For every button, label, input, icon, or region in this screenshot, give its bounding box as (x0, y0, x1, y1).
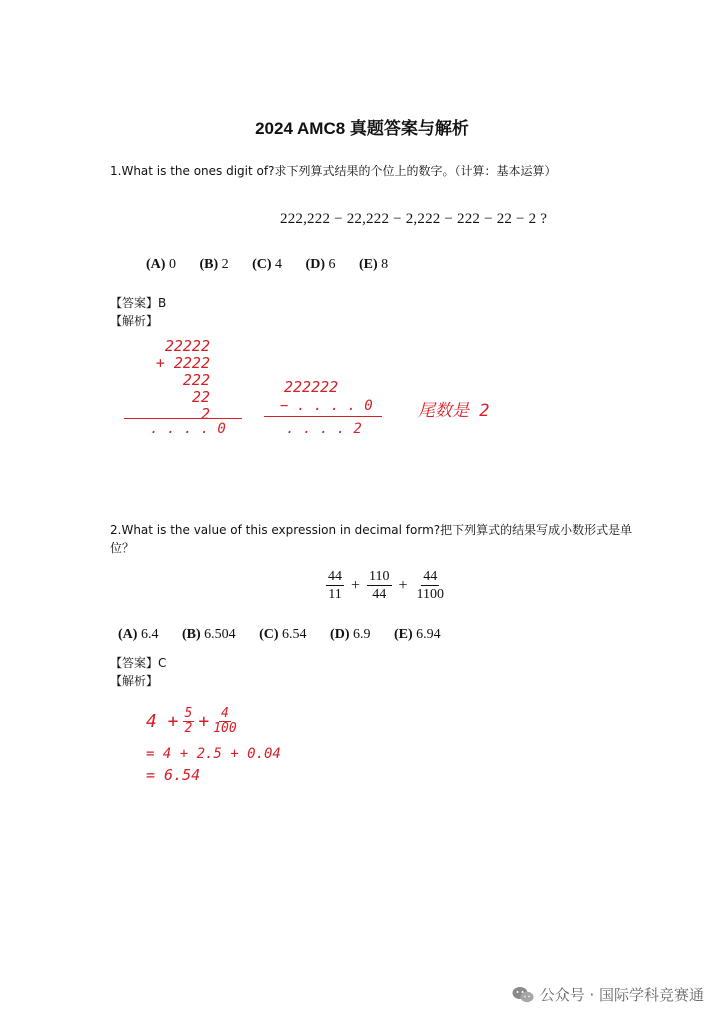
add-row: + 2222 (155, 354, 210, 372)
plus-sign: + (398, 576, 408, 594)
question-1-expression: 222,222 − 22,222 − 2,222 − 222 − 22 − 2 ? (280, 211, 548, 227)
wechat-icon (512, 986, 534, 1004)
handwritten-rule (124, 418, 242, 419)
handwritten-line-2: = 4 + 2.5 + 0.04 (146, 746, 281, 762)
handwritten-line-3: = 6.54 (146, 766, 201, 784)
question-1-analysis-label: 【解析】 (110, 314, 159, 328)
fraction: $\frac{44}{1100}$ (416, 569, 445, 602)
add-row: 22 (191, 388, 210, 406)
page-title: 2024 AMC8 真题答案与解析 (255, 119, 469, 138)
handwritten-sub-top: 222222 (284, 378, 339, 396)
handwritten-add-result: . . . . 0 (150, 421, 226, 437)
choice-d: (D) 6.9 (330, 627, 371, 642)
choice-c: (C) 4 (252, 257, 283, 272)
question-1-choices (146, 257, 408, 273)
question-2-text: 2.What is the value of this expression in decimal form?把下列算式的结果写成小数形式是单 (110, 523, 633, 537)
hand-plus: + (198, 711, 210, 732)
handwritten-addition (140, 338, 210, 423)
add-row: 22222 (164, 337, 210, 355)
question-2-text-cont: 位？ (110, 541, 135, 555)
question-2-expression (326, 568, 446, 603)
question-2-answer: 【答案】C (110, 656, 167, 670)
fraction: $\frac{110}{44}$ (369, 569, 390, 602)
fraction: $\frac{44}{11}$ (328, 569, 342, 602)
hand-fraction: $\frac{4}{100}$ (213, 706, 237, 736)
choice-e: (E) 6.94 (393, 627, 441, 642)
choice-a: (A) 6.4 (118, 627, 159, 642)
choice-a: (A) 0 (146, 257, 176, 272)
handwritten-sub-result: . . . . 2 (286, 421, 362, 437)
handwritten-sub-row: − . . . . 0 (280, 398, 373, 414)
question-2-choices (118, 627, 461, 643)
handwritten-line-1 (146, 707, 237, 736)
add-row: 222 (182, 371, 210, 389)
question-1-text: 1.What is the ones digit of?求下列算式结果的个位上的数字。（计算：基本运算） (110, 164, 557, 178)
choice-c: (C) 6.54 (259, 627, 307, 642)
handwritten-note: 尾数是 2 (418, 401, 490, 421)
choice-d: (D) 6 (305, 257, 336, 272)
question-2-analysis-label: 【解析】 (110, 674, 159, 688)
add-row: 2 (200, 405, 210, 423)
question-1-answer: 【答案】B (110, 296, 167, 310)
hand-term: 4 + (146, 711, 179, 732)
hand-fraction: $\frac{5}{2}$ (184, 706, 193, 736)
choice-e: (E) 8 (358, 257, 389, 272)
watermark (512, 984, 704, 1005)
choice-b: (B) 2 (199, 257, 229, 272)
handwritten-rule (264, 416, 382, 417)
watermark-text: 公众号 · 国际学科竞赛通 (539, 986, 704, 1004)
choice-b: (B) 6.504 (181, 627, 236, 642)
plus-sign: + (351, 576, 361, 594)
